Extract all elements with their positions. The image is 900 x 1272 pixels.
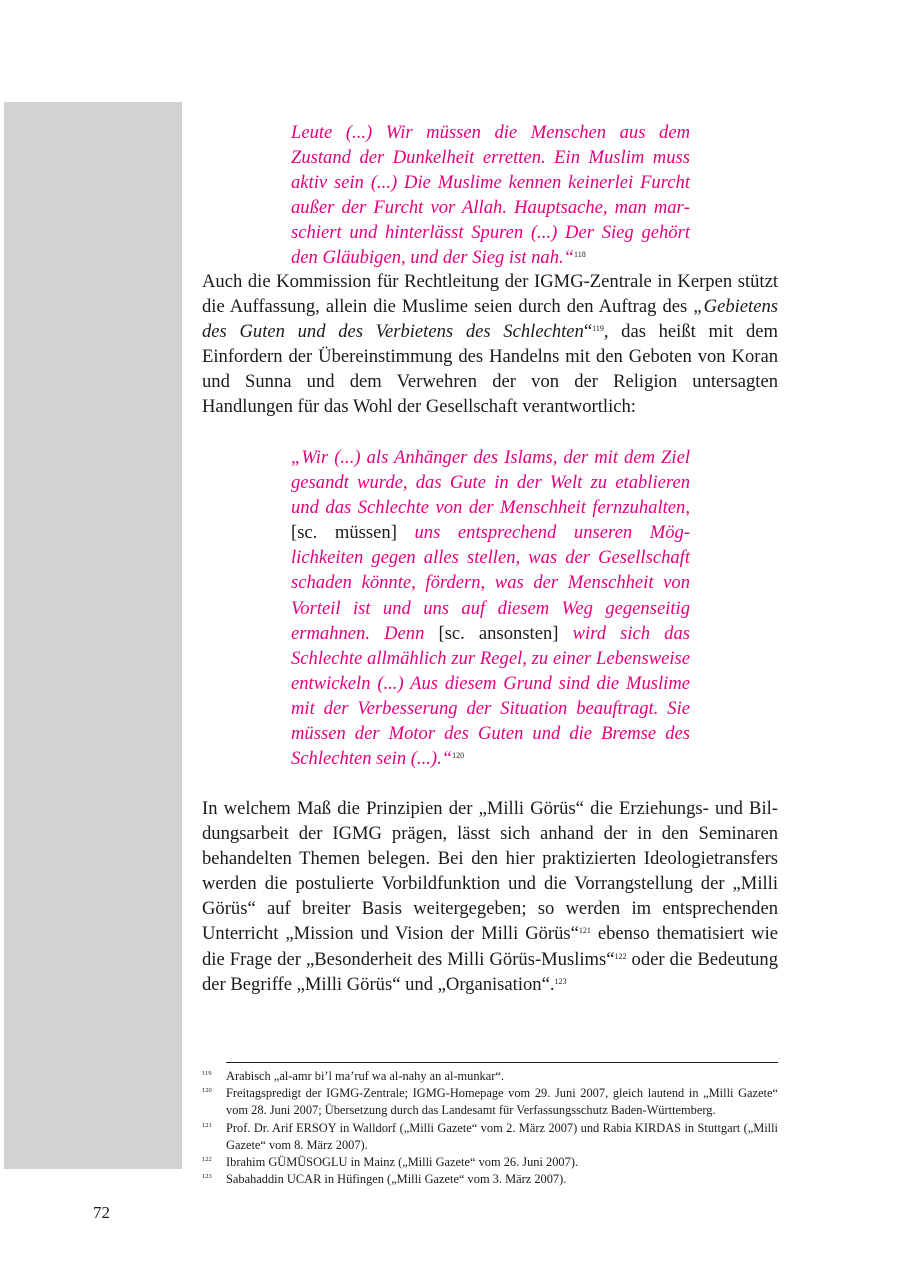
footnote-text: Sabahaddin UCAR in Hüfingen („Milli Gazete“ vom 3. März 2007).: [226, 1172, 567, 1187]
footnote: [202, 1171, 778, 1188]
paragraph-text: ebenso thematisiert wie die Frage der „Besonderheit des Milli Görüs-Muslims“: [202, 923, 779, 970]
body-paragraph-1: [202, 269, 778, 420]
footnote-ref: 123: [554, 976, 567, 986]
footnote-number: 119: [202, 1070, 212, 1077]
block-quote-2: [291, 445, 690, 771]
footnote: [202, 1154, 778, 1171]
footnote-ref: 121: [578, 926, 591, 936]
footnote-number: 123: [202, 1173, 212, 1181]
page-number: 72: [93, 1203, 110, 1222]
paragraph-text: In welchem Maß die Prinzipien der „Milli Görüs“ die Erziehungs- und Bildungsarbeit der IGMG prägen, lässt sich anhand der in den Seminaren behandelten Themen belegen. Bei den hier praktizierten Ideologietransfers werden die postulierte Vorbildfunktion und die Vorrangstellung der „Milli Görüs“ auf breiter Basis weitergegeben; so werden im entsprechenden Unterricht „Mission und Vision der Milli Görüs“: [202, 798, 778, 945]
footnote-number: 122: [202, 1156, 212, 1164]
editorial-insert: [sc. ansonsten]: [424, 622, 573, 644]
footnote-rule: [226, 1062, 778, 1063]
footnote: [202, 1085, 778, 1119]
block-quote-1: [291, 120, 690, 271]
footnote-number: 120: [202, 1087, 212, 1095]
quote-text: Leute (...) Wir müssen die Menschen aus dem Zustand der Dunkelheit erretten. Ein Muslim muss aktiv sein (...) Die Muslime kennen keinerlei Furcht außer der Furcht vor Allah. Hauptsache, man marschiert und hinterlässt Spuren (...) Der Sieg gehört den Gläubigen, und der Sieg ist nah.“: [291, 122, 690, 269]
quote-text: „Wir (...) als Anhänger des Islams, der mit dem Ziel gesandt wurde, das Gute in der Welt zu etablieren und das Schlechte von der Menschheit fernzuhalten,: [291, 447, 690, 519]
paragraph-text: , das heißt mit dem Einfordern der Übereinstimmung des Handelns mit den Geboten von Koran und Sunna und dem Verwehren der von der Religion untersagten Handlungen für das Wohl der Gesellschaft verantwortlich:: [202, 321, 779, 418]
quote-text: uns entsprechend unseren Möglichkeiten gegen alles stellen, was der Gesellschaft schaden könnte, fördern, was der Menschheit von Vorteil ist und uns auf diesem Weg gegenseitig ermahnen. Denn: [291, 522, 690, 644]
italic-quote: „Gebietens des Guten und des Verbietens des Schlechten: [202, 296, 778, 343]
paragraph-text: Auch die Kommission für Rechtleitung der IGMG-Zentrale in Kerpen stützt die Auffassung, allein die Muslime seien durch den Auftrag des: [202, 271, 778, 318]
footnote-ref: 122: [614, 951, 627, 961]
margin-band: [4, 102, 182, 1169]
footnote-ref: 120: [452, 751, 465, 761]
footnote: [202, 1068, 778, 1085]
footnote-text: Freitagspredigt der IGMG-Zentrale; IGMG-Homepage vom 29. Juni 2007, gleich lautend in „Milli Gazete“ vom 28. Juni 2007; Übersetzung durch das Landesamt für Verfassungsschutz Baden-Württemberg.: [226, 1086, 778, 1118]
footnote-text: Ibrahim GÜMÜSOGLU in Mainz („Milli Gazete“ vom 26. Juni 2007).: [226, 1155, 579, 1170]
footnote-text: Prof. Dr. Arif ERSOY in Walldorf („Milli Gazete“ vom 2. März 2007) und Rabia KIRDAS in Stuttgart („Milli Gazete“ vom 8. März 2007).: [226, 1120, 778, 1152]
body-paragraph-2: [202, 796, 778, 997]
footnote-number: 121: [202, 1121, 212, 1129]
footnote-ref: 118: [574, 250, 586, 260]
footnote: [202, 1120, 778, 1154]
editorial-insert: [sc. müssen]: [291, 522, 415, 544]
footnote-ref: 119: [592, 324, 604, 334]
footnote-text: Arabisch „al-amr bi’l ma’ruf wa al-nahy an al-munkar“.: [226, 1069, 504, 1083]
quote-mark: “: [583, 321, 593, 343]
quote-text: wird sich das Schlechte allmählich zur Regel, zu einer Lebensweise entwickeln (...) Aus diesem Grund sind die Muslime mit der Verbesserung der Situation beauftragt. Sie müssen der Motor des Guten und die Bremse des Schlechten sein (...).“: [291, 622, 690, 770]
paragraph-text: oder die Bedeutung der Begriffe „Milli Görüs“ und „Organisation“.: [202, 948, 778, 995]
footnotes: [202, 1068, 778, 1188]
